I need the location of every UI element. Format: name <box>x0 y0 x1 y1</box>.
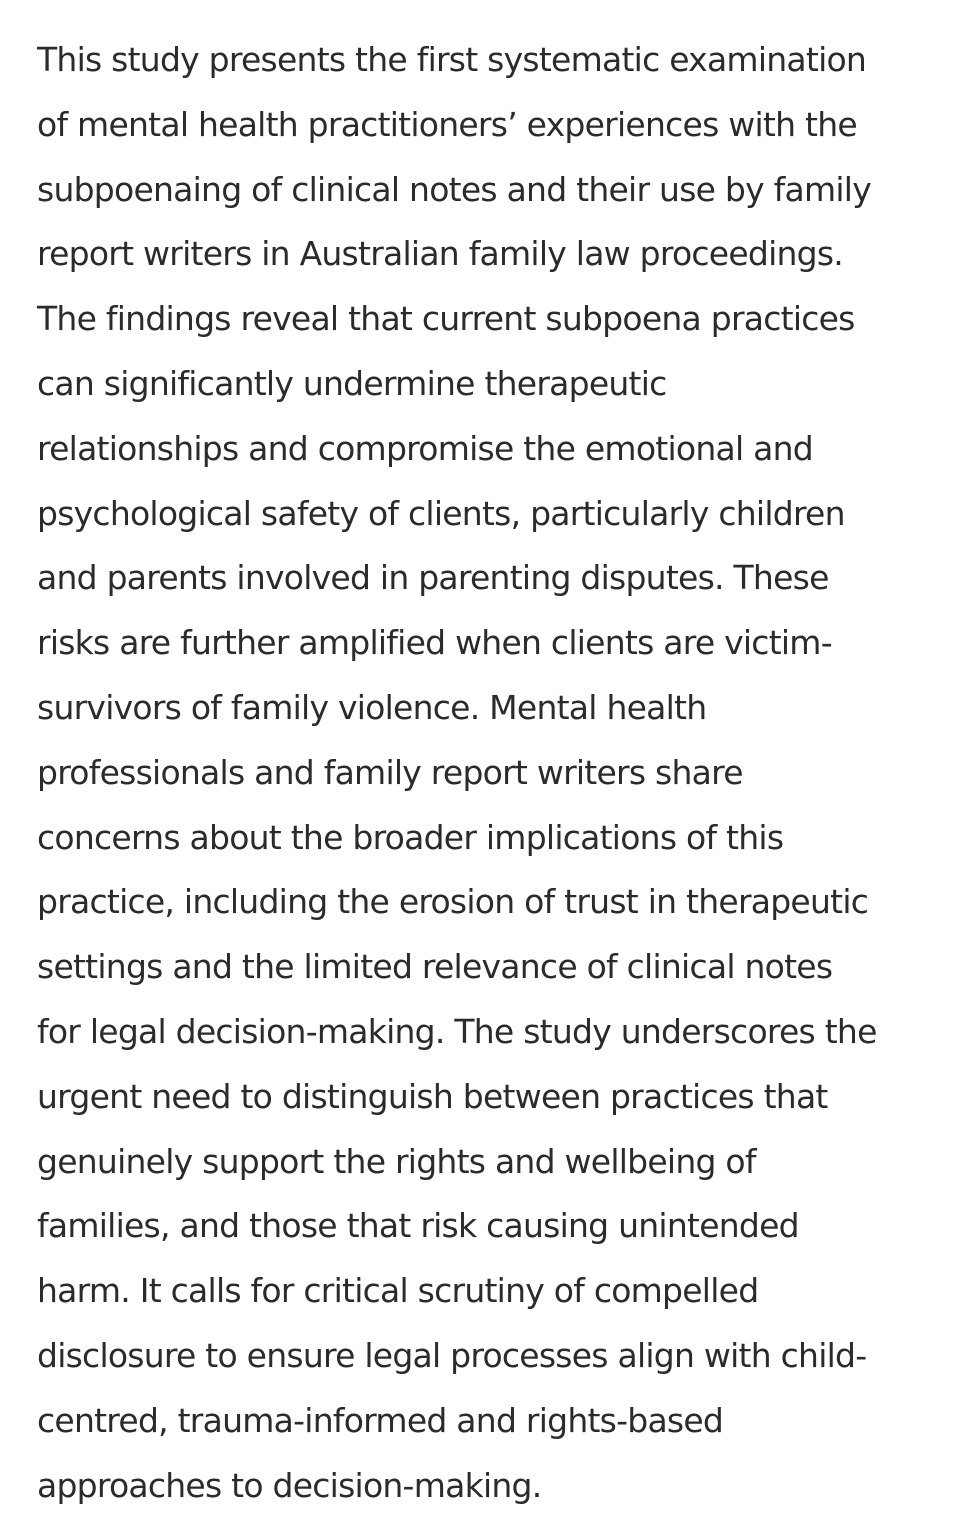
text-line-23: approaches to decision-making. <box>37 1465 542 1505</box>
text-line-1: This study presents the first systematic examination <box>37 40 867 79</box>
text-line-13: concerns about the broader implications of this <box>37 817 784 857</box>
text-line-10: risks are further amplified when clients are victim- <box>37 623 832 663</box>
text-line-9: and parents involved in parenting disputes. These <box>37 558 829 598</box>
text-line-17: urgent need to distinguish between practices that <box>37 1076 828 1116</box>
text-line-5: The findings reveal that current subpoena practices <box>37 299 855 339</box>
text-line-20: harm. It calls for critical scrutiny of compelled <box>37 1271 759 1311</box>
text-line-16: for legal decision-making. The study underscores the <box>37 1011 877 1051</box>
text-line-21: disclosure to ensure legal processes align with child- <box>37 1335 867 1375</box>
text-line-15: settings and the limited relevance of clinical notes <box>37 947 833 987</box>
text-line-18: genuinely support the rights and wellbeing of <box>37 1141 756 1181</box>
text-line-3: subpoenaing of clinical notes and their use by family <box>37 169 871 209</box>
text-line-7: relationships and compromise the emotional and <box>37 428 813 468</box>
text-line-6: can significantly undermine therapeutic <box>37 363 667 403</box>
text-line-12: professionals and family report writers share <box>37 752 743 792</box>
text-line-19: families, and those that risk causing unintended <box>37 1206 799 1246</box>
text-line-2: of mental health practitioners’ experiences with the <box>37 104 857 144</box>
text-line-8: psychological safety of clients, particularly children <box>37 493 845 533</box>
text-line-11: survivors of family violence. Mental health <box>37 687 707 727</box>
text-line-22: centred, trauma-informed and rights-based <box>37 1400 724 1440</box>
text-line-14: practice, including the erosion of trust in therapeutic <box>37 882 869 922</box>
text-line-4: report writers in Australian family law proceedings. <box>37 234 844 274</box>
abstract-paragraph <box>37 28 937 1518</box>
